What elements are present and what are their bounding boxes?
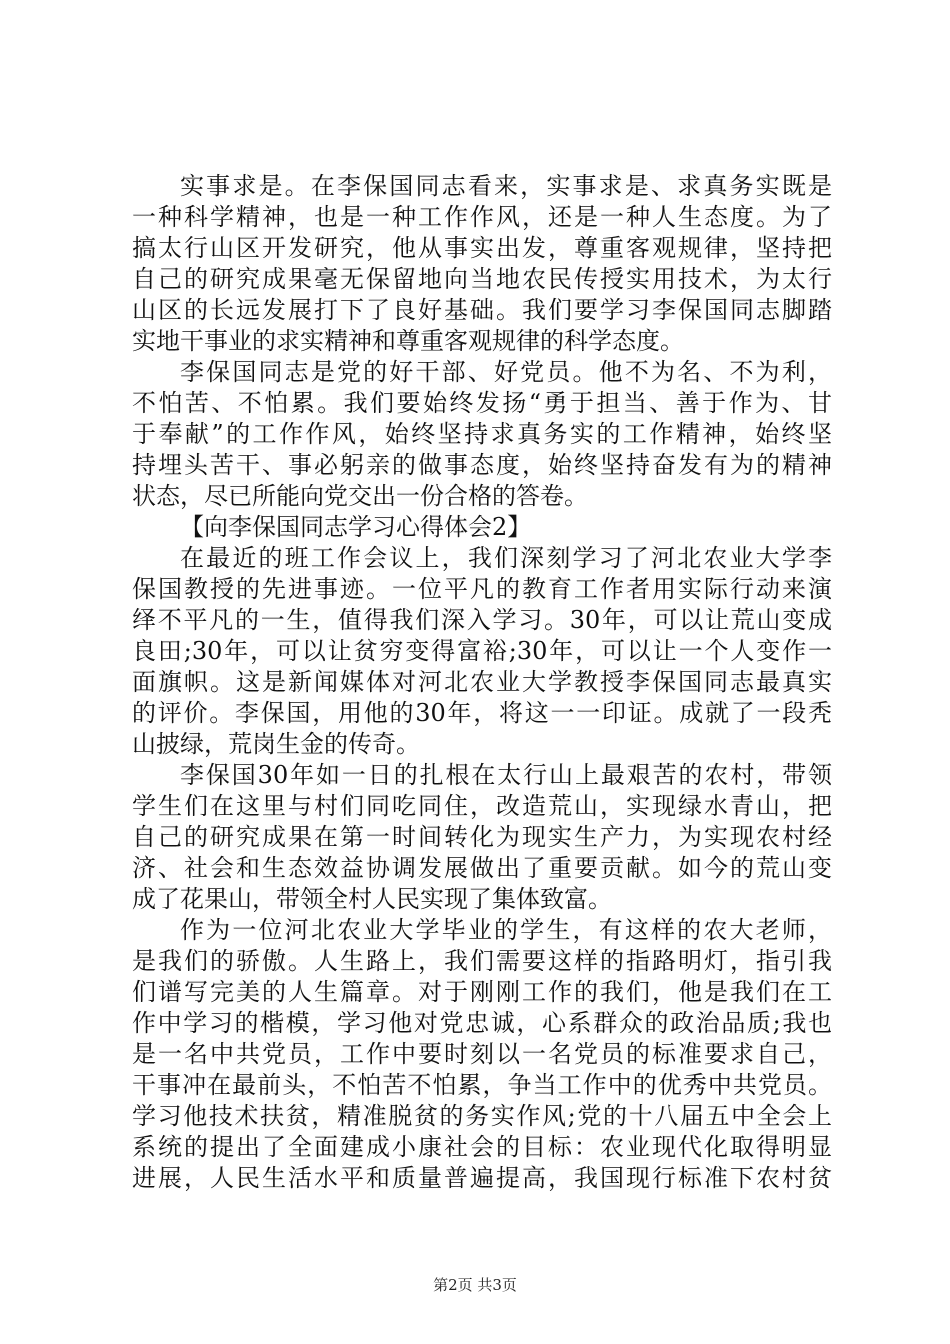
page-number-footer: 第2页 共3页 <box>433 1276 517 1294</box>
text-line: 保国教授的先进事迹。一位平凡的教育工作者用实际行动来演 <box>132 575 832 603</box>
paragraph <box>132 543 832 760</box>
text-line: 面旗帜。这是新闻媒体对河北农业大学教授李保国同志最真实 <box>132 668 832 696</box>
text-line: 干事冲在最前头，不怕苦不怕累，争当工作中的优秀中共党员。 <box>132 1071 832 1099</box>
text-line: 状态，尽已所能向党交出一份合格的答卷。 <box>132 482 588 510</box>
text-line: 实地干事业的求实精神和尊重客观规律的科学态度。 <box>132 327 684 355</box>
text-line: 自己的研究成果在第一时间转化为现实生产力，为实现农村经 <box>132 823 832 851</box>
text-line: 搞太行山区开发研究，他从事实出发，尊重客观规律，坚持把 <box>132 234 832 262</box>
text-line: 自己的研究成果毫无保留地向当地农民传授实用技术，为太行 <box>132 265 832 293</box>
text-line: 李保国同志是党的好干部、好党员。他不为名、不为利， <box>180 358 832 386</box>
text-line: 作中学习的楷模，学习他对党忠诚，心系群众的政治品质;我也 <box>132 1009 832 1037</box>
text-line: 山区的长远发展打下了良好基础。我们要学习李保国同志脚踏 <box>132 296 832 324</box>
text-line: 济、社会和生态效益协调发展做出了重要贡献。如今的荒山变 <box>132 854 832 882</box>
text-line: 于奉献”的工作作风，始终坚持求真务实的工作精神，始终坚 <box>132 420 832 448</box>
text-line: 成了花果山，带领全村人民实现了集体致富。 <box>132 885 612 913</box>
text-line: 是我们的骄傲。人生路上，我们需要这样的指路明灯，指引我 <box>132 947 832 975</box>
paragraph <box>132 760 832 915</box>
text-line: 的评价。李保国，用他的30年，将这一一印证。成就了一段秃 <box>132 699 832 727</box>
text-line: 持埋头苦干、事必躬亲的做事态度，始终坚持奋发有为的精神 <box>132 451 832 479</box>
text-line: 良田;30年，可以让贫穷变得富裕;30年，可以让一个人变作一 <box>132 637 832 665</box>
text-line: 实事求是。在李保国同志看来，实事求是、求真务实既是 <box>180 172 832 200</box>
text-line: 【向李保国同志学习心得体会2】 <box>180 513 532 541</box>
text-line: 作为一位河北农业大学毕业的学生，有这样的农大老师， <box>180 916 832 944</box>
paragraph <box>132 357 832 512</box>
text-line: 不怕苦、不怕累。我们要始终发扬“勇于担当、善于作为、甘 <box>132 389 832 417</box>
section-heading <box>132 512 832 543</box>
text-line: 进展，人民生活水平和质量普遍提高，我国现行标准下农村贫 <box>132 1164 832 1192</box>
text-line: 在最近的班工作会议上，我们深刻学习了河北农业大学李 <box>180 544 832 572</box>
text-line: 一种科学精神，也是一种工作作风，还是一种人生态度。为了 <box>132 203 832 231</box>
text-line: 们谱写完美的人生篇章。对于刚刚工作的我们，他是我们在工 <box>132 978 832 1006</box>
text-line: 系统的提出了全面建成小康社会的目标：农业现代化取得明显 <box>132 1133 832 1161</box>
text-line: 是一名中共党员，工作中要时刻以一名党员的标准要求自己， <box>132 1040 832 1068</box>
paragraph <box>132 171 832 357</box>
text-line: 学习他技术扶贫，精准脱贫的务实作风;党的十八届五中全会上 <box>132 1102 832 1130</box>
document-body <box>132 171 832 1194</box>
text-line: 学生们在这里与村们同吃同住，改造荒山，实现绿水青山，把 <box>132 792 832 820</box>
paragraph <box>132 915 832 1194</box>
text-line: 李保国30年如一日的扎根在太行山上最艰苦的农村，带领 <box>180 761 832 789</box>
text-line: 绎不平凡的一生，值得我们深入学习。30年，可以让荒山变成 <box>132 606 832 634</box>
text-line: 山披绿，荒岗生金的传奇。 <box>132 730 420 758</box>
